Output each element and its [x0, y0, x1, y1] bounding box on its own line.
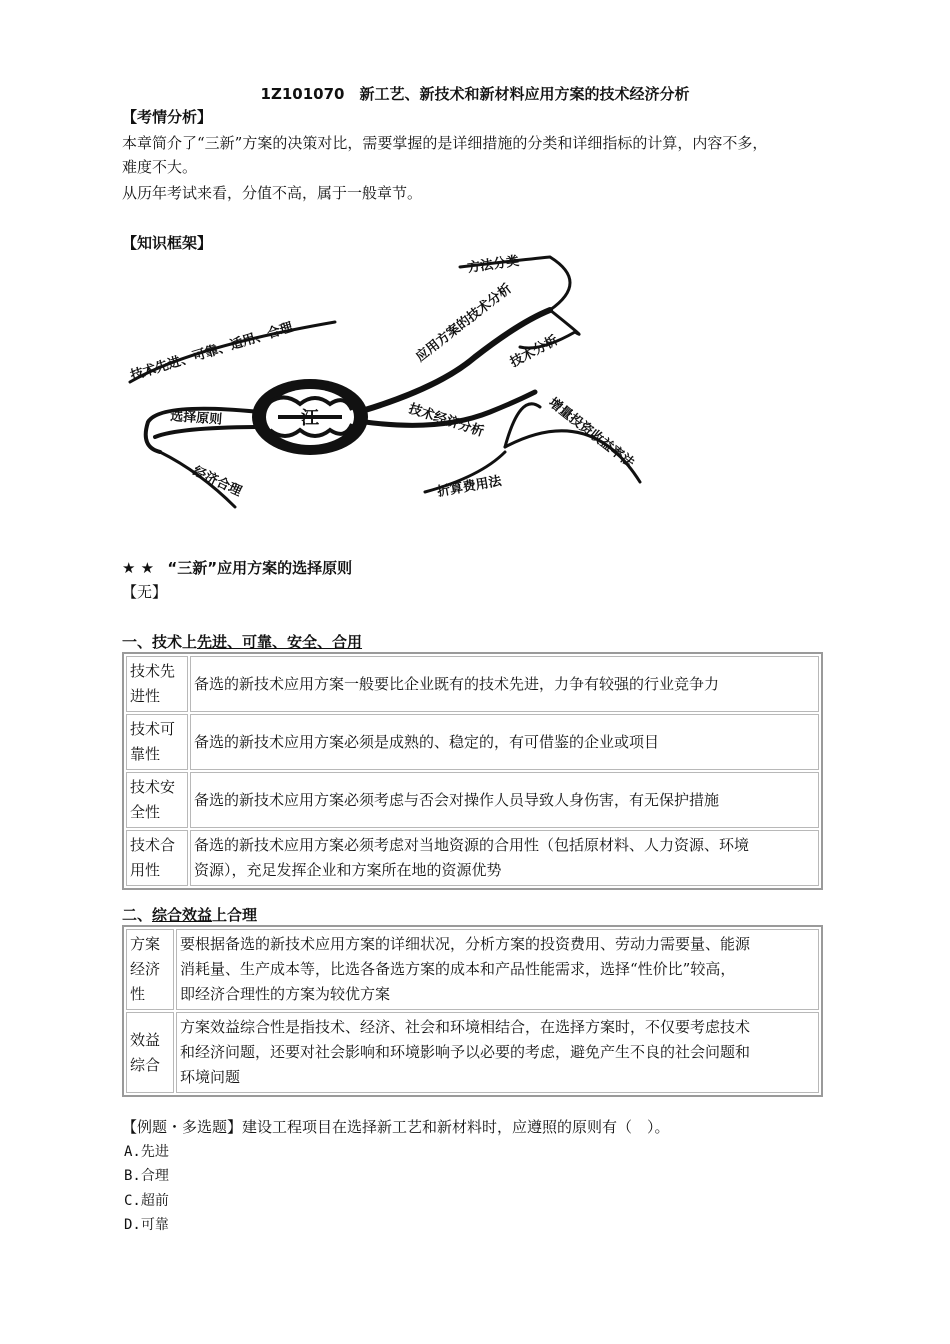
- mindmap-center-label: 江: [301, 408, 319, 429]
- table-row: [126, 1012, 819, 1093]
- example-question-stem: 【例题・多选题】建设工程项目在选择新工艺和新材料时，应遵照的原则有（ ）。: [122, 1118, 670, 1136]
- table-row: [126, 772, 819, 828]
- section-2-heading: [122, 904, 257, 925]
- example-option-b: B.合理: [124, 1168, 169, 1184]
- exam-analysis-text-2: 从历年考试来看，分值不高，属于一般章节。: [122, 184, 423, 202]
- table-row: [126, 929, 819, 1010]
- table-value-cell: 要根据备选的新技术应用方案的详细状况，分析方案的投资费用、劳动力需要量、能源 消耗量、生产成本等，比选各备选方案的成本和产品性能需求，选择“性价比”较高， 即经济合理性的方案为较优方案: [176, 929, 819, 1010]
- table-row: [126, 830, 819, 886]
- table-key-cell: 技术先 进性: [126, 656, 188, 712]
- table-key-cell: 技术安 全性: [126, 772, 188, 828]
- mindmap-label-conversion-cost: 折算费用法: [436, 473, 503, 500]
- star-section-heading: [122, 557, 352, 578]
- example-option-d: D.可靠: [124, 1217, 169, 1233]
- section-1-heading: [122, 631, 362, 652]
- mindmap-label-tech-analysis-of-plan: 应用方案的技术分析: [413, 281, 515, 366]
- exam-analysis-heading: 【考情分析】: [122, 108, 213, 126]
- star-section-note: 【无】: [122, 583, 168, 601]
- mindmap-label-selection: 选择原则: [169, 409, 223, 428]
- page-title: 1Z101070 新工艺、新技术和新材料应用方案的技术经济分析: [260, 85, 690, 103]
- mindmap-label-method-classification: 方法分类: [466, 253, 521, 276]
- star-rating: ★ ★: [122, 559, 155, 577]
- mindmap-center: [252, 379, 368, 455]
- table-value-cell: 备选的新技术应用方案一般要比企业既有的技术先进，力争有较强的行业竞争力: [190, 656, 819, 712]
- mindmap-label-principles: 技术先进、可靠、适用、合理: [128, 320, 295, 384]
- table-row: [126, 714, 819, 770]
- mindmap-label-incremental-roi: 增量投资收益率法: [545, 395, 637, 472]
- table-row: [126, 656, 819, 712]
- exam-analysis-text-1: 本章简介了“三新”方案的决策对比，需要掌握的是详细措施的分类和详细指标的计算，内容不多，: [122, 134, 768, 152]
- section-1-table: [122, 652, 823, 890]
- section-1-prefix: 一、技术上: [122, 633, 198, 651]
- table-value-cell: 备选的新技术应用方案必须是成熟的、稳定的，有可借鉴的企业或项目: [190, 714, 819, 770]
- mindmap-branch-line: [155, 427, 265, 437]
- table-value-cell: 备选的新技术应用方案必须考虑对当地资源的合用性（包括原材料、人力资源、环境 资源），充足发挥企业和方案所在地的资源优势: [190, 830, 819, 886]
- example-option-a: A.先进: [124, 1144, 169, 1160]
- section-2-table: [122, 925, 823, 1097]
- knowledge-mindmap: [120, 252, 660, 524]
- table-value-cell: 备选的新技术应用方案必须考虑与否会对操作人员导致人身伤害，有无保护措施: [190, 772, 819, 828]
- section-2-underlined: 综合效益: [152, 906, 213, 924]
- table-key-cell: 效益 综合: [126, 1012, 174, 1093]
- table-key-cell: 方案 经济 性: [126, 929, 174, 1010]
- star-section-title: “三新”应用方案的选择原则: [167, 559, 353, 577]
- mindmap-label-tech-analysis: 技术分析: [507, 332, 561, 371]
- exam-analysis-text-1b: 难度不大。: [122, 158, 198, 176]
- table-value-cell: 方案效益综合性是指技术、经济、社会和环境相结合，在选择方案时，不仅要考虑技术 和经济问题，还要对社会影响和环境影响予以必要的考虑，避免产生不良的社会问题和 环境问题: [176, 1012, 819, 1093]
- section-2-prefix: 二、: [122, 906, 153, 924]
- exam-analysis-paragraph-1: [122, 131, 862, 155]
- section-1-underlined: 先进、可靠、安全、合用: [197, 633, 363, 651]
- framework-heading: 【知识框架】: [122, 234, 213, 252]
- table-key-cell: 技术可 靠性: [126, 714, 188, 770]
- table-key-cell: 技术合 用性: [126, 830, 188, 886]
- section-2-suffix: 上合理: [212, 906, 258, 924]
- mindmap-label-economic: 经济合理: [190, 464, 244, 500]
- mindmap-label-tech-econ-analysis: 技术经济分析: [406, 401, 486, 440]
- example-option-c: C.超前: [124, 1193, 169, 1209]
